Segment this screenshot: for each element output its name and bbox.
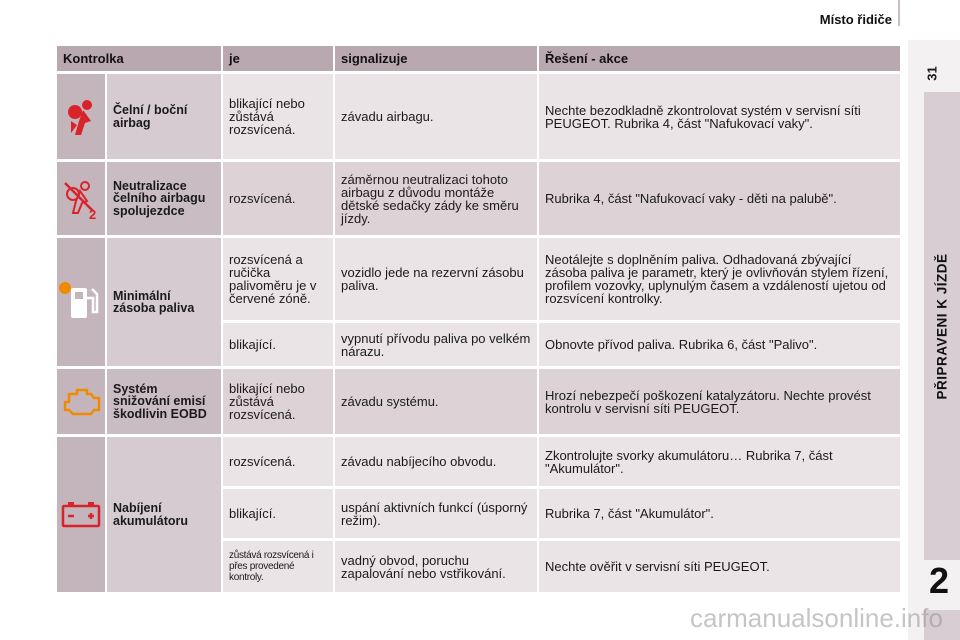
action-cell: Nechte ověřit v servisní síti PEUGEOT. — [539, 538, 902, 592]
page-header-title: Místo řidiče — [819, 12, 892, 27]
col-header-reseni: Řešení - akce — [539, 46, 902, 71]
table-row — [57, 434, 902, 486]
table-row — [57, 366, 902, 434]
signal-cell: vypnutí přívodu paliva po velkém nárazu. — [335, 320, 539, 366]
col-header-kontrolka: Kontrolka — [57, 46, 223, 71]
signal-cell: vozidlo jede na rezervní zásobu paliva. — [335, 235, 539, 320]
icon-cell — [57, 159, 107, 235]
warning-name: Čelní / boční airbag — [107, 71, 223, 159]
signal-cell: závadu airbagu. — [335, 71, 539, 159]
warning-name: Systém snižování emisí škodlivin EOBD — [107, 366, 223, 434]
signal-cell: závadu systému. — [335, 366, 539, 434]
header-divider — [898, 0, 900, 26]
signal-cell: uspání aktivních funkcí (úsporný režim). — [335, 486, 539, 538]
table-row — [57, 71, 902, 159]
state-cell: zůstává rozsvícená i přes provedené kontroly. — [223, 538, 335, 592]
signal-cell: vadný obvod, poruchu zapalování nebo vstřikování. — [335, 538, 539, 592]
signal-cell: záměrnou neutralizaci tohoto airbagu z důvodu montáže dětské sedačky zády ke směru jízdy. — [335, 159, 539, 235]
fuel-icon — [57, 278, 105, 326]
table-row — [57, 235, 902, 320]
col-header-signalizuje: signalizuje — [335, 46, 539, 71]
state-cell: rozsvícená. — [223, 434, 335, 486]
state-cell: blikající. — [223, 486, 335, 538]
state-cell: rozsvícená. — [223, 159, 335, 235]
state-cell: blikající nebo zůstává rozsvícená. — [223, 366, 335, 434]
state-cell: blikající. — [223, 320, 335, 366]
state-cell: blikající nebo zůstává rozsvícená. — [223, 71, 335, 159]
action-cell: Rubrika 7, část "Akumulátor". — [539, 486, 902, 538]
icon-cell — [57, 71, 107, 159]
warning-lights-table — [57, 46, 902, 592]
chapter-title: PŘIPRAVENI K JÍZDĚ — [934, 252, 950, 400]
col-header-je: je — [223, 46, 335, 71]
warning-name: Neutralizace čelního airbagu spolujezdce — [107, 159, 223, 235]
signal-cell: závadu nabíjecího obvodu. — [335, 434, 539, 486]
action-cell: Rubrika 4, část "Nafukovací vaky - děti na palubě". — [539, 159, 902, 235]
engine-icon — [59, 384, 103, 420]
page-number: 31 — [924, 66, 940, 81]
icon-cell — [57, 434, 107, 592]
state-cell: rozsvícená a ručička palivoměru je v červené zóně. — [223, 235, 335, 320]
action-cell: Zkontrolujte svorky akumulátoru… Rubrika 7, část "Akumulátor". — [539, 434, 902, 486]
chapter-number: 2 — [928, 560, 950, 601]
action-cell: Obnovte přívod paliva. Rubrika 6, část "Palivo". — [539, 320, 902, 366]
warning-name: Minimální zásoba paliva — [107, 235, 223, 366]
battery-icon — [59, 500, 103, 530]
warning-name: Nabíjení akumulátoru — [107, 434, 223, 592]
action-cell: Neotálejte s doplněním paliva. Odhadovaná zbývající zásoba paliva je parametr, který je ovlivňován stylem řízení, profilem vozovky, uplynulým časem a vzdáleností ujetou od rozsvícení kontrolky. — [539, 235, 902, 320]
chapter-tab — [924, 92, 960, 560]
watermark: carmanualsonline.info — [690, 603, 943, 633]
svg-text:2: 2 — [89, 206, 97, 221]
airbag-icon — [61, 95, 101, 139]
airbag-off-icon — [59, 177, 103, 221]
table-header-row — [57, 46, 902, 71]
action-cell: Hrozí nebezpečí poškození katalyzátoru. Nechte provést kontrolu v servisní síti PEUGEOT. — [539, 366, 902, 434]
icon-cell — [57, 366, 107, 434]
table-row — [57, 159, 902, 235]
icon-cell — [57, 235, 107, 366]
action-cell: Nechte bezodkladně zkontrolovat systém v servisní síti PEUGEOT. Rubrika 4, část "Nafukovací vaky". — [539, 71, 902, 159]
